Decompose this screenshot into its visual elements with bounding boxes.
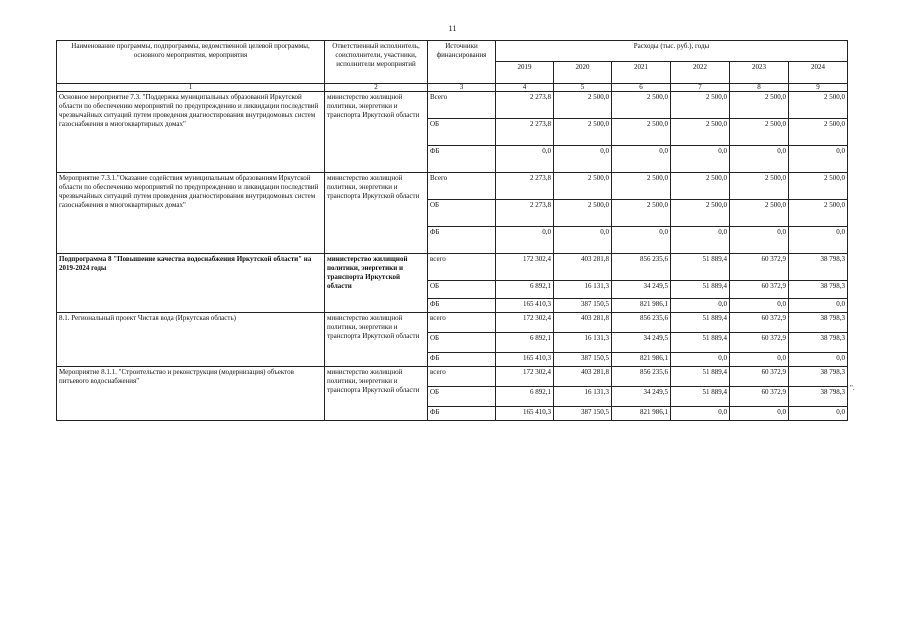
expense-value-cell: 0,0 (496, 146, 554, 173)
expense-value-cell: 2 500,0 (789, 92, 848, 119)
expense-value-cell: 387 150,5 (554, 353, 612, 367)
funding-source-cell: всего (428, 254, 496, 281)
expense-value-cell: 16 131,3 (554, 387, 612, 407)
expense-value-cell: 2 500,0 (789, 173, 848, 200)
expense-value-cell: 2 500,0 (730, 119, 789, 146)
funding-source-cell: Всего (428, 92, 496, 119)
expense-value-cell: 403 281,8 (554, 254, 612, 281)
funding-source-cell: ОБ (428, 387, 496, 407)
expense-value-cell: 2 500,0 (671, 200, 730, 227)
expense-value-cell: 38 798,3 (789, 387, 848, 407)
expense-value-cell: 2 500,0 (554, 92, 612, 119)
responsible-cell: министерство жилищной политики, энергетики и транспорта Иркутской области (325, 313, 428, 367)
header-expenses: Расходы (тыс. руб.), годы (496, 41, 848, 62)
responsible-cell: министерство жилищной политики, энергетики и транспорта Иркутской области (325, 254, 428, 313)
expense-value-cell: 0,0 (789, 227, 848, 254)
expense-value-cell: 2 500,0 (730, 92, 789, 119)
program-name-cell: Подпрограмма 8 "Повышение качества водоснабжения Иркутской области" на 2019-2024 годы (57, 254, 325, 313)
expense-value-cell: 0,0 (789, 353, 848, 367)
table-row (57, 173, 848, 200)
expense-value-cell: 2 500,0 (612, 173, 671, 200)
expense-value-cell: 38 798,3 (789, 313, 848, 333)
trailing-mark: ". (850, 384, 855, 392)
page-number: 11 (448, 24, 457, 33)
expense-value-cell: 2 500,0 (789, 200, 848, 227)
expense-value-cell: 0,0 (671, 299, 730, 313)
expense-value-cell: 0,0 (730, 299, 789, 313)
table-body (57, 92, 848, 421)
expense-value-cell: 0,0 (496, 227, 554, 254)
expense-value-cell: 0,0 (612, 146, 671, 173)
header-responsible: Ответственный исполнитель, соисполнители, участники, исполнители мероприятий (325, 41, 428, 84)
expense-value-cell: 2 500,0 (554, 173, 612, 200)
funding-source-cell: Всего (428, 173, 496, 200)
expense-value-cell: 2 273,8 (496, 119, 554, 146)
expense-value-cell: 2 500,0 (612, 200, 671, 227)
index-cell: 8 (730, 84, 789, 92)
funding-source-cell: ОБ (428, 200, 496, 227)
expense-value-cell: 821 986,1 (612, 353, 671, 367)
expense-value-cell: 856 235,6 (612, 313, 671, 333)
expense-value-cell: 387 150,5 (554, 299, 612, 313)
funding-source-cell: ФБ (428, 227, 496, 254)
expense-value-cell: 0,0 (730, 227, 789, 254)
expense-value-cell: 2 500,0 (730, 173, 789, 200)
expense-value-cell: 172 302,4 (496, 254, 554, 281)
expense-value-cell: 821 986,1 (612, 299, 671, 313)
index-cell: 7 (671, 84, 730, 92)
expense-value-cell: 0,0 (554, 227, 612, 254)
funding-source-cell: ФБ (428, 299, 496, 313)
expense-value-cell: 60 372,9 (730, 254, 789, 281)
funding-source-cell: ФБ (428, 146, 496, 173)
funding-source-cell: всего (428, 367, 496, 387)
expense-value-cell: 60 372,9 (730, 281, 789, 299)
expense-value-cell: 2 500,0 (554, 119, 612, 146)
expense-value-cell: 6 892,1 (496, 387, 554, 407)
table-row (57, 254, 848, 281)
expense-value-cell: 2 273,8 (496, 173, 554, 200)
expense-value-cell: 38 798,3 (789, 281, 848, 299)
index-cell: 9 (789, 84, 848, 92)
expense-value-cell: 387 150,5 (554, 407, 612, 421)
expense-value-cell: 0,0 (612, 227, 671, 254)
program-name-cell: Мероприятие 8.1.1. "Строительство и реконструкция (модернизация) объектов питьевого водоснабжения" (57, 367, 325, 421)
expense-value-cell: 0,0 (730, 353, 789, 367)
header-year: 2024 (789, 62, 848, 84)
expense-value-cell: 2 500,0 (612, 92, 671, 119)
expense-value-cell: 2 500,0 (671, 92, 730, 119)
header-name: Наименование программы, подпрограммы, ведомственной целевой программы, основного мероприятия, мероприятия (57, 41, 325, 84)
expense-value-cell: 403 281,8 (554, 313, 612, 333)
expense-value-cell: 34 249,5 (612, 387, 671, 407)
expense-value-cell: 60 372,9 (730, 367, 789, 387)
expense-value-cell: 403 281,8 (554, 367, 612, 387)
header-year: 2022 (671, 62, 730, 84)
expense-value-cell: 60 372,9 (730, 313, 789, 333)
expense-value-cell: 856 235,6 (612, 254, 671, 281)
expense-value-cell: 6 892,1 (496, 281, 554, 299)
responsible-cell: министерство жилищной политики, энергетики и транспорта Иркутской области (325, 92, 428, 173)
expense-value-cell: 0,0 (789, 299, 848, 313)
expense-value-cell: 51 889,4 (671, 281, 730, 299)
program-name-cell: Мероприятие 7.3.1."Оказание содействия муниципальным образованиям Иркутской области по обеспечению мероприятий по предупреждению и ликвидации последствий чрезвычайных ситуаций путем проведения диагностирования внутридомовых систем газоснабжения в многоквартирных домах" (57, 173, 325, 254)
expense-value-cell: 172 302,4 (496, 367, 554, 387)
expense-value-cell: 0,0 (671, 353, 730, 367)
funding-source-cell: ФБ (428, 353, 496, 367)
expense-value-cell: 821 986,1 (612, 407, 671, 421)
expense-value-cell: 2 500,0 (554, 200, 612, 227)
expense-value-cell: 34 249,5 (612, 281, 671, 299)
program-name-cell: 8.1. Региональный проект Чистая вода (Иркутская область) (57, 313, 325, 367)
header-year: 2019 (496, 62, 554, 84)
index-cell: 5 (554, 84, 612, 92)
index-cell: 6 (612, 84, 671, 92)
responsible-cell: министерство жилищной политики, энергетики и транспорта Иркутской области (325, 173, 428, 254)
table-row (57, 92, 848, 119)
expense-value-cell: 51 889,4 (671, 254, 730, 281)
header-year: 2021 (612, 62, 671, 84)
expense-value-cell: 0,0 (671, 227, 730, 254)
expense-value-cell: 0,0 (730, 146, 789, 173)
expense-value-cell: 60 372,9 (730, 333, 789, 353)
expense-value-cell: 38 798,3 (789, 367, 848, 387)
expense-value-cell: 2 500,0 (671, 173, 730, 200)
index-cell: 4 (496, 84, 554, 92)
index-cell: 1 (57, 84, 325, 92)
expense-value-cell: 165 410,3 (496, 407, 554, 421)
expense-value-cell: 0,0 (671, 407, 730, 421)
expense-value-cell: 38 798,3 (789, 333, 848, 353)
index-cell: 2 (325, 84, 428, 92)
expense-value-cell: 51 889,4 (671, 313, 730, 333)
expense-value-cell: 165 410,3 (496, 299, 554, 313)
expense-value-cell: 2 273,8 (496, 200, 554, 227)
header-year: 2023 (730, 62, 789, 84)
expense-value-cell: 856 235,6 (612, 367, 671, 387)
expense-value-cell: 38 798,3 (789, 254, 848, 281)
table-row (57, 313, 848, 333)
header-source: Источники финансирования (428, 41, 496, 84)
index-cell: 3 (428, 84, 496, 92)
expense-value-cell: 6 892,1 (496, 333, 554, 353)
expense-value-cell: 2 500,0 (730, 200, 789, 227)
expenses-table (56, 40, 848, 421)
expense-value-cell: 0,0 (671, 146, 730, 173)
expense-value-cell: 165 410,3 (496, 353, 554, 367)
header-year: 2020 (554, 62, 612, 84)
expense-value-cell: 2 500,0 (671, 119, 730, 146)
expense-value-cell: 51 889,4 (671, 367, 730, 387)
responsible-cell: министерство жилищной политики, энергетики и транспорта Иркутской области (325, 367, 428, 421)
expense-value-cell: 0,0 (554, 146, 612, 173)
expense-value-cell: 0,0 (789, 407, 848, 421)
funding-source-cell: ОБ (428, 281, 496, 299)
funding-source-cell: ОБ (428, 333, 496, 353)
expense-value-cell: 0,0 (730, 407, 789, 421)
program-name-cell: Основное мероприятие 7.3. "Поддержка муниципальных образований Иркутской области по обеспечению мероприятий по предупреждению и ликвидации последствий чрезвычайных ситуаций путем проведения диагностирования внутридомовых систем газоснабжения в многоквартирных домах" (57, 92, 325, 173)
expense-value-cell: 172 302,4 (496, 313, 554, 333)
expense-value-cell: 16 131,3 (554, 333, 612, 353)
expense-value-cell: 0,0 (789, 146, 848, 173)
expense-value-cell: 34 249,5 (612, 333, 671, 353)
expense-value-cell: 60 372,9 (730, 387, 789, 407)
expense-value-cell: 2 500,0 (789, 119, 848, 146)
expense-value-cell: 2 273,8 (496, 92, 554, 119)
expense-value-cell: 51 889,4 (671, 333, 730, 353)
funding-source-cell: ОБ (428, 119, 496, 146)
expense-value-cell: 51 889,4 (671, 387, 730, 407)
funding-source-cell: всего (428, 313, 496, 333)
expense-value-cell: 16 131,3 (554, 281, 612, 299)
funding-source-cell: ФБ (428, 407, 496, 421)
table-row (57, 367, 848, 387)
expense-value-cell: 2 500,0 (612, 119, 671, 146)
